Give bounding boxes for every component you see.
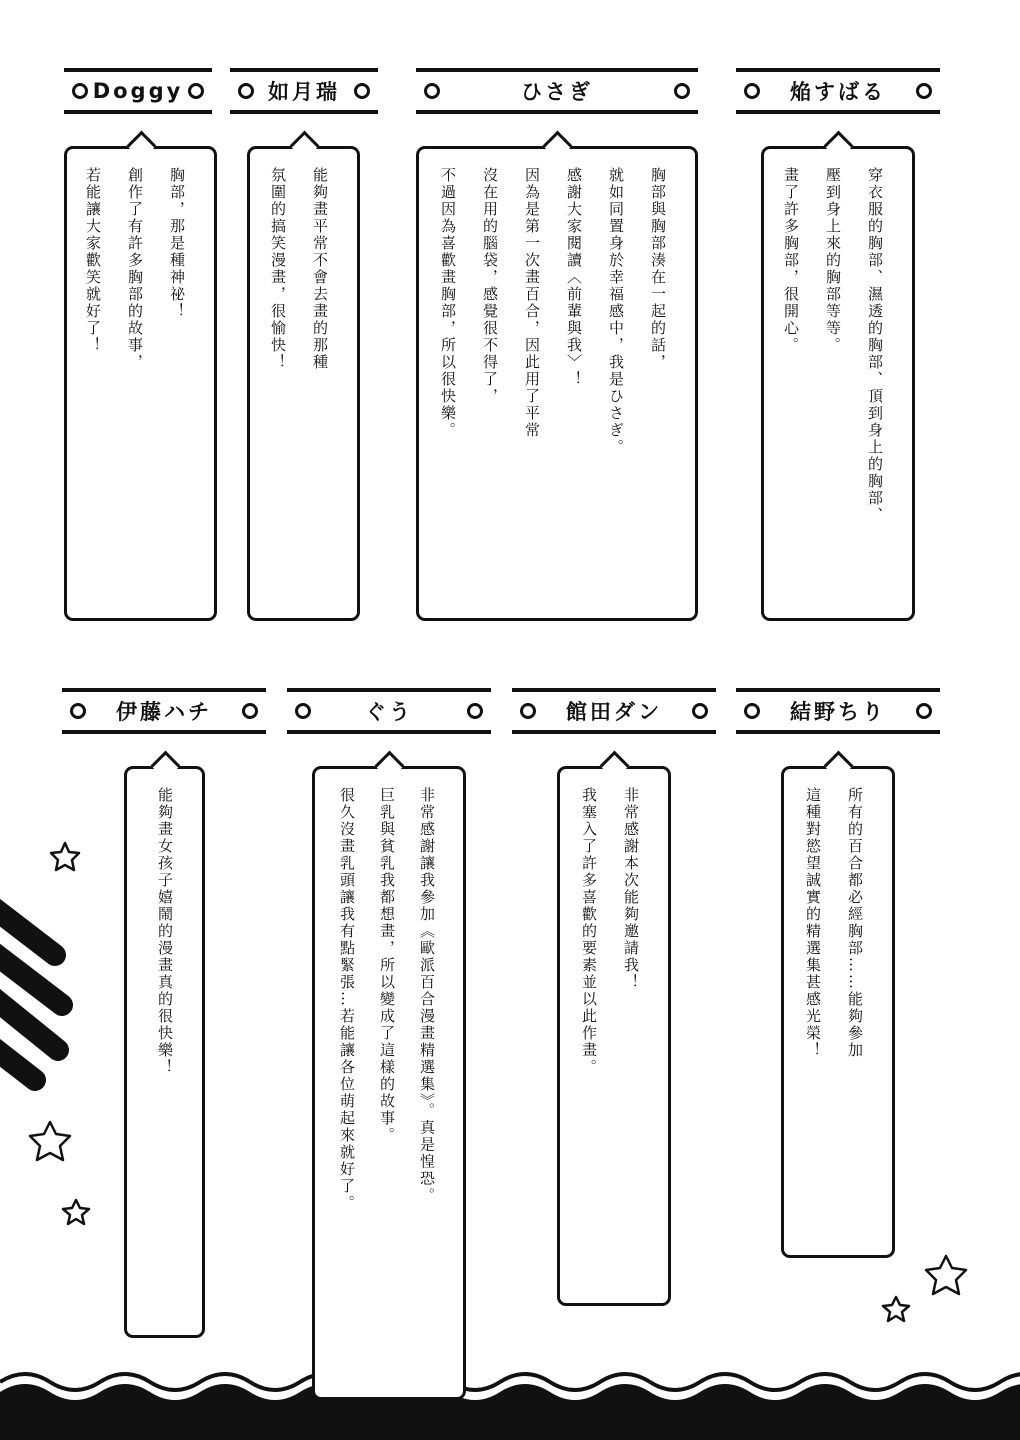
comment-box-hisagi <box>416 146 698 621</box>
artist-comment: 能夠畫女孩子嬉鬧的漫畫真的很快樂！ <box>156 787 174 1076</box>
artist-comment: 胸部，那是種神祕！ 創作了有許多胸部的故事， 若能讓大家歡笑就好了！ <box>84 167 186 371</box>
bullet-icon <box>916 83 932 99</box>
artist-comment: 非常感謝讓我參加《歐派百合漫畫精選集》。真是惶恐。 巨乳與貧乳我都想畫，所以變成了這樣的故事。 很久沒畫乳頭讓我有點緊張…若能讓各位萌起來就好了。 <box>338 787 436 1212</box>
bullet-icon <box>238 83 254 99</box>
diagonal-stripes <box>0 905 62 1080</box>
artist-header-itou <box>62 688 266 734</box>
bullet-icon <box>692 703 708 719</box>
comment-box-guu <box>312 766 466 1400</box>
star-icon <box>51 843 79 870</box>
artist-name: 伊藤ハチ <box>116 700 212 724</box>
artist-name: 結野ちり <box>790 700 886 724</box>
bullet-icon <box>916 703 932 719</box>
artist-header-yuino <box>736 688 940 734</box>
artist-header-hisagi <box>416 68 698 114</box>
artist-header-tachida <box>512 688 716 734</box>
artist-name: 如月瑞 <box>268 80 340 104</box>
artist-header-kisaragi <box>230 68 378 114</box>
artist-name: ひさぎ <box>521 80 593 104</box>
comment-box-tachida <box>557 766 671 1306</box>
bullet-icon <box>72 83 88 99</box>
comment-box-doggy <box>64 146 217 621</box>
bullet-icon <box>70 703 86 719</box>
artist-comment: 胸部與胸部湊在一起的話， 就如同置身於幸福感中，我是ひさぎ。 感謝大家閱讀〈前輩與我〉！ 因為是第一次畫百合，因此用了平常 沒在用的腦袋，感覺很不得了， 不過因為喜歡畫胸部，所以很快樂。 <box>439 167 667 456</box>
artist-comment: 所有的百合都必經胸部……能夠參加 這種對慾望誠實的精選集甚感光榮！ <box>804 787 864 1059</box>
wave-border <box>0 1374 1020 1440</box>
artist-name: 焔すばる <box>790 80 886 104</box>
artist-comment: 非常感謝本次能夠邀請我！ 我塞入了許多喜歡的要素並以此作畫。 <box>580 787 640 1076</box>
bullet-icon <box>674 83 690 99</box>
star-icon <box>926 1256 966 1294</box>
star-icon <box>30 1122 70 1160</box>
artist-name: ぐう <box>365 700 413 724</box>
artist-header-doggy <box>64 68 212 114</box>
bullet-icon <box>242 703 258 719</box>
artist-header-guu <box>287 688 491 734</box>
star-icon <box>883 1297 909 1321</box>
artist-name: 館田ダン <box>565 700 663 724</box>
artist-name: Doggy <box>92 79 184 103</box>
comment-box-itou <box>124 766 205 1338</box>
artist-comment: 穿衣服的胸部、濕透的胸部、頂到身上的胸部、 壓到身上來的胸部等等。 畫了許多胸部，很開心。 <box>782 167 884 524</box>
bullet-icon <box>467 703 483 719</box>
comment-box-kisaragi <box>247 146 360 621</box>
bullet-icon <box>354 83 370 99</box>
comment-box-homura <box>761 146 915 621</box>
bullet-icon <box>188 83 204 99</box>
bullet-icon <box>424 83 440 99</box>
comment-box-yuino <box>781 766 895 1258</box>
bullet-icon <box>295 703 311 719</box>
bullet-icon <box>520 703 536 719</box>
artist-header-homura <box>736 68 940 114</box>
bullet-icon <box>744 83 760 99</box>
bullet-icon <box>744 703 760 719</box>
artist-comment: 能夠畫平常不會去畫的那種 氛圍的搞笑漫畫，很愉快！ <box>269 167 329 371</box>
star-icon <box>63 1200 89 1224</box>
